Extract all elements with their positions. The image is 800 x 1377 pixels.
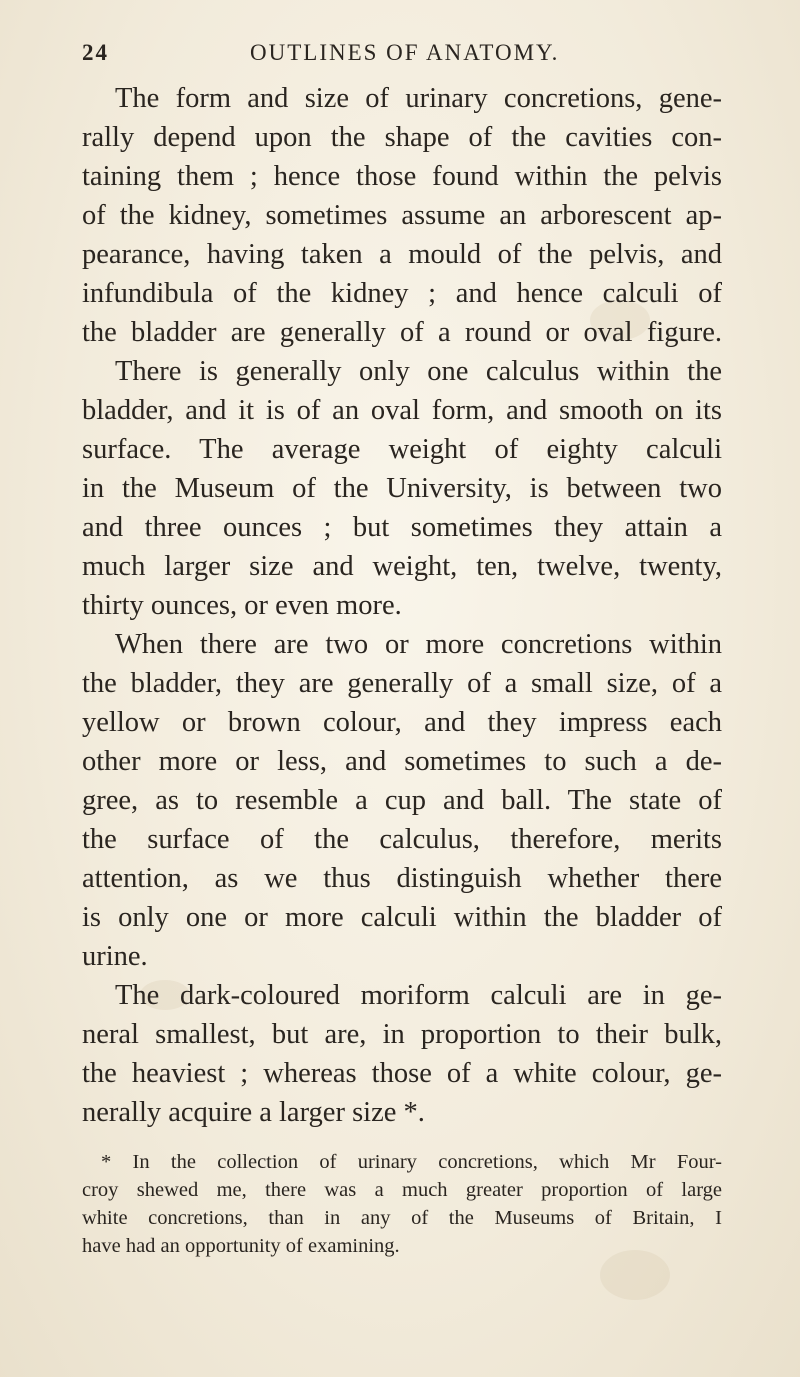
text-line: gree, as to resemble a cup and ball. The state of bbox=[82, 785, 722, 816]
text-line: neral smallest, but are, in proportion to their bulk, bbox=[82, 1019, 722, 1050]
text-line: thirty ounces, or even more. bbox=[82, 590, 402, 621]
text-line: The form and size of urinary concretions, gene- bbox=[115, 83, 722, 114]
footnote-line: have had an opportunity of examining. bbox=[82, 1235, 400, 1257]
text-line: much larger size and weight, ten, twelve, twenty, bbox=[82, 551, 722, 582]
text-line: the surface of the calculus, therefore, merits bbox=[82, 824, 722, 855]
footnote-line: croy shewed me, there was a much greater proportion of large bbox=[82, 1179, 722, 1201]
text-line: attention, as we thus distinguish whether there bbox=[82, 863, 722, 894]
text-line: the bladder are generally of a round or oval figure. bbox=[82, 317, 722, 348]
text-line: bladder, and it is of an oval form, and smooth on its bbox=[82, 395, 722, 426]
text-line: When there are two or more concretions within bbox=[115, 629, 722, 660]
running-head-title: OUTLINES OF ANATOMY. bbox=[250, 40, 560, 65]
text-line: surface. The average weight of eighty calculi bbox=[82, 434, 722, 465]
text-line: nerally acquire a larger size *. bbox=[82, 1097, 425, 1128]
running-head bbox=[82, 40, 722, 84]
text-line: rally depend upon the shape of the cavities con- bbox=[82, 122, 722, 153]
text-line: There is generally only one calculus within the bbox=[115, 356, 722, 387]
text-line: pearance, having taken a mould of the pelvis, and bbox=[82, 239, 722, 270]
text-line: taining them ; hence those found within the pelvis bbox=[82, 161, 722, 192]
footnote-line: white concretions, than in any of the Museums of Britain, I bbox=[82, 1207, 722, 1229]
text-line: in the Museum of the University, is between two bbox=[82, 473, 722, 504]
page-number: 24 bbox=[82, 40, 109, 65]
text-line: yellow or brown colour, and they impress each bbox=[82, 707, 722, 738]
text-line: urine. bbox=[82, 941, 148, 972]
text-line: and three ounces ; but sometimes they attain a bbox=[82, 512, 722, 543]
text-line: The dark-coloured moriform calculi are in ge- bbox=[115, 980, 722, 1011]
text-line: the heaviest ; whereas those of a white colour, ge- bbox=[82, 1058, 722, 1089]
text-line: other more or less, and sometimes to such a de- bbox=[82, 746, 722, 777]
text-line: is only one or more calculi within the bladder of bbox=[82, 902, 722, 933]
text-line: of the kidney, sometimes assume an arborescent ap- bbox=[82, 200, 722, 231]
footnote-line: * In the collection of urinary concretions, which Mr Four- bbox=[101, 1151, 722, 1173]
text-line: the bladder, they are generally of a small size, of a bbox=[82, 668, 722, 699]
text-line: infundibula of the kidney ; and hence calculi of bbox=[82, 278, 722, 309]
